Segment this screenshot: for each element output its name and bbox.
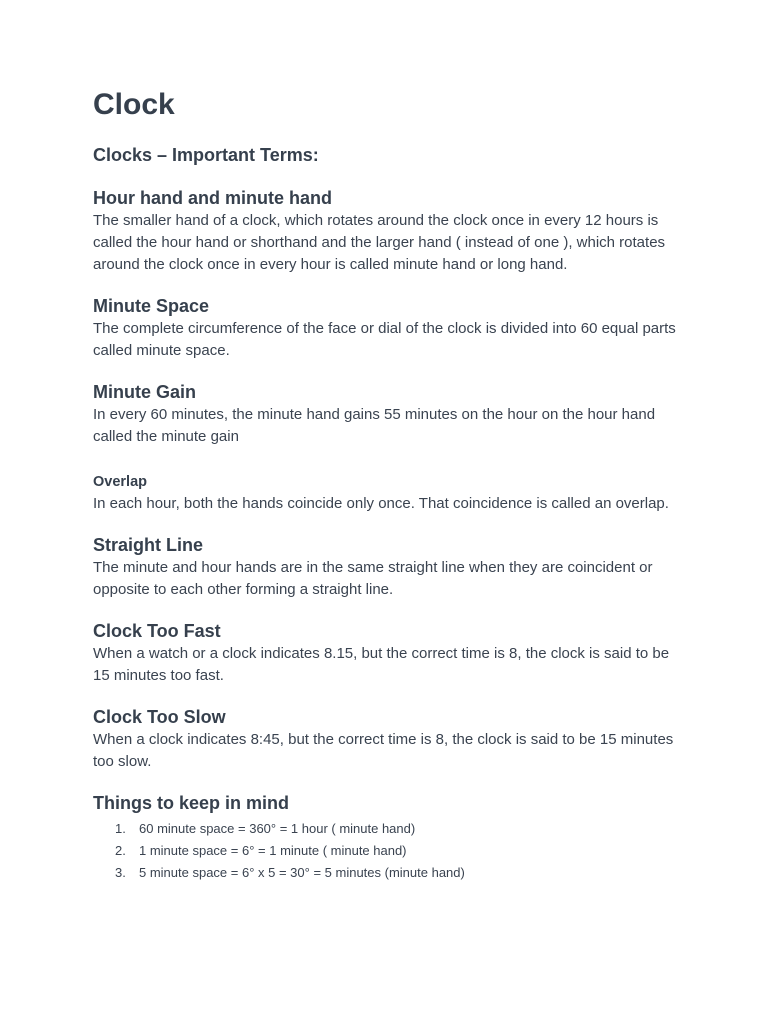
section-overlap <box>93 473 683 515</box>
list-item <box>93 840 683 862</box>
section-body: The smaller hand of a clock, which rotates around the clock once in every 12 hours is called the hour hand or shorthand and the larger hand ( instead of one ), which rotates around the clock once in every hour is called minute hand or long hand. <box>93 212 666 273</box>
list-item-number: 1. <box>115 821 126 836</box>
section-things-to-keep-in-mind <box>93 792 683 884</box>
list-item-text: 1 minute space = 6° = 1 minute ( minute hand) <box>139 843 407 858</box>
section-heading: Clock Too Slow <box>93 707 226 727</box>
section-straight-line <box>93 534 683 601</box>
section-body: When a watch or a clock indicates 8.15, but the correct time is 8, the clock is said to be 15 minutes too fast. <box>93 645 670 684</box>
list-item-text: 60 minute space = 360° = 1 hour ( minute hand) <box>139 821 416 836</box>
list-item-text: 5 minute space = 6° x 5 = 30° = 5 minutes (minute hand) <box>139 865 465 880</box>
section-body: In every 60 minutes, the minute hand gains 55 minutes on the hour on the hour hand called the minute gain <box>93 406 656 445</box>
list-item-number: 2. <box>115 843 126 858</box>
section-clock-too-slow <box>93 706 683 773</box>
list-item <box>93 862 683 884</box>
section-hour-minute-hand <box>93 187 683 276</box>
numbered-list <box>93 818 683 884</box>
section-heading: Minute Space <box>93 296 210 316</box>
list-item-number: 3. <box>115 865 126 880</box>
section-body: In each hour, both the hands coincide only once. That coincidence is called an overlap. <box>93 495 669 512</box>
section-minute-gain <box>93 381 683 448</box>
section-heading: Hour hand and minute hand <box>93 188 332 208</box>
list-item <box>93 818 683 840</box>
document-page <box>93 86 683 884</box>
section-minute-space <box>93 295 683 362</box>
section-heading: Clock Too Fast <box>93 621 221 641</box>
section-body: The minute and hour hands are in the same straight line when they are coincident or opposite to each other forming a straight line. <box>93 559 653 598</box>
section-heading: Overlap <box>93 474 147 490</box>
page-subtitle: Clocks – Important Terms: <box>93 145 319 165</box>
page-title: Clock <box>93 88 175 121</box>
section-clock-too-fast <box>93 620 683 687</box>
section-body: The complete circumference of the face or dial of the clock is divided into 60 equal parts called minute space. <box>93 320 676 359</box>
section-heading: Things to keep in mind <box>93 793 290 813</box>
section-heading: Minute Gain <box>93 382 196 402</box>
section-body: When a clock indicates 8:45, but the correct time is 8, the clock is said to be 15 minutes too slow. <box>93 731 674 770</box>
section-heading: Straight Line <box>93 535 204 555</box>
